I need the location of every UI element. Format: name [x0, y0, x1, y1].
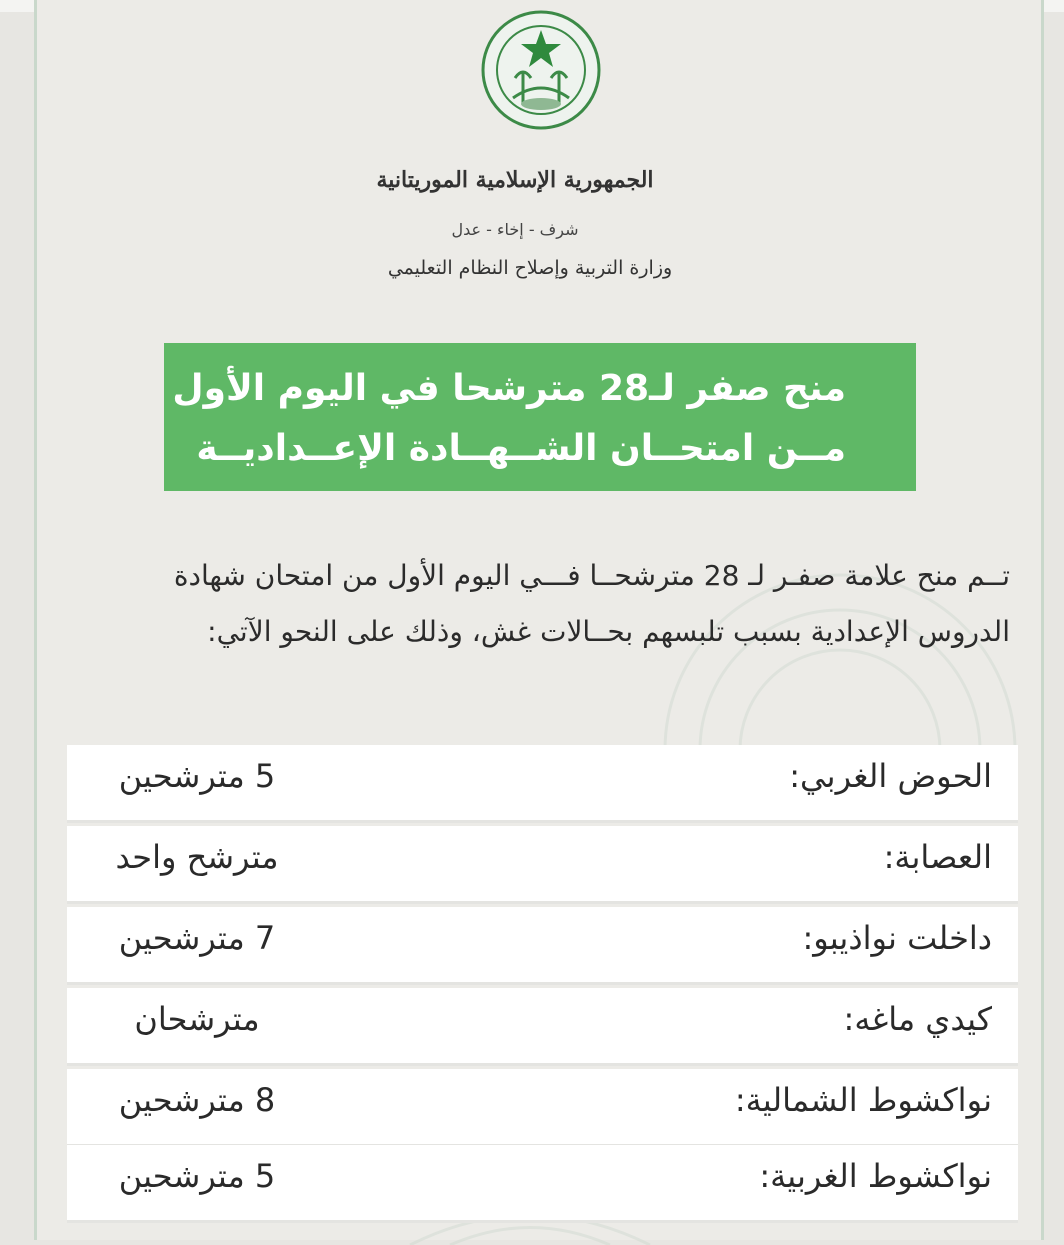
result-row — [67, 1145, 1018, 1223]
result-row — [67, 826, 1018, 904]
ministry-name: وزارة التربية وإصلاح النظام التعليمي — [387, 257, 673, 279]
result-count: مترشحان — [134, 1000, 260, 1038]
republic-name: الجمهورية الإسلامية الموريتانية — [376, 167, 654, 193]
result-row — [67, 745, 1018, 823]
results-table — [67, 745, 1018, 1223]
result-region: نواكشوط الشمالية: — [734, 1081, 992, 1119]
intro-paragraph — [60, 548, 1010, 660]
result-region: نواكشوط الغربية: — [759, 1157, 992, 1195]
intro-line-1: تــم منح علامة صفـر لـ 28 مترشحــا فـــي اليوم الأول من امتحان شهادة — [173, 559, 1010, 592]
result-row — [67, 1069, 1018, 1147]
national-motto: شرف - إخاء - عدل — [451, 220, 579, 239]
result-count: 5 مترشحين — [118, 1157, 276, 1195]
result-count: 7 مترشحين — [118, 919, 276, 957]
result-row — [67, 907, 1018, 985]
mauritania-seal-icon — [473, 8, 609, 133]
result-count: 8 مترشحين — [118, 1081, 276, 1119]
result-count: مترشح واحد — [115, 838, 279, 876]
headline-line-2: مــن امتحــان الشــهــادة الإعــداديــة — [196, 428, 846, 469]
headline-line-1: منح صفر لـ28 مترشحا في اليوم الأول — [172, 368, 846, 409]
result-region: العصابة: — [883, 838, 992, 876]
headline-banner — [164, 343, 916, 491]
result-count: 5 مترشحين — [118, 757, 276, 795]
intro-line-2: الدروس الإعدادية بسبب تلبسهم بحــالات غش، وذلك على النحو الآتي: — [207, 615, 1010, 648]
result-region: كيدي ماغه: — [843, 1000, 992, 1038]
result-row — [67, 988, 1018, 1066]
result-region: داخلت نواذيبو: — [802, 919, 992, 957]
result-region: الحوض الغربي: — [789, 757, 992, 795]
